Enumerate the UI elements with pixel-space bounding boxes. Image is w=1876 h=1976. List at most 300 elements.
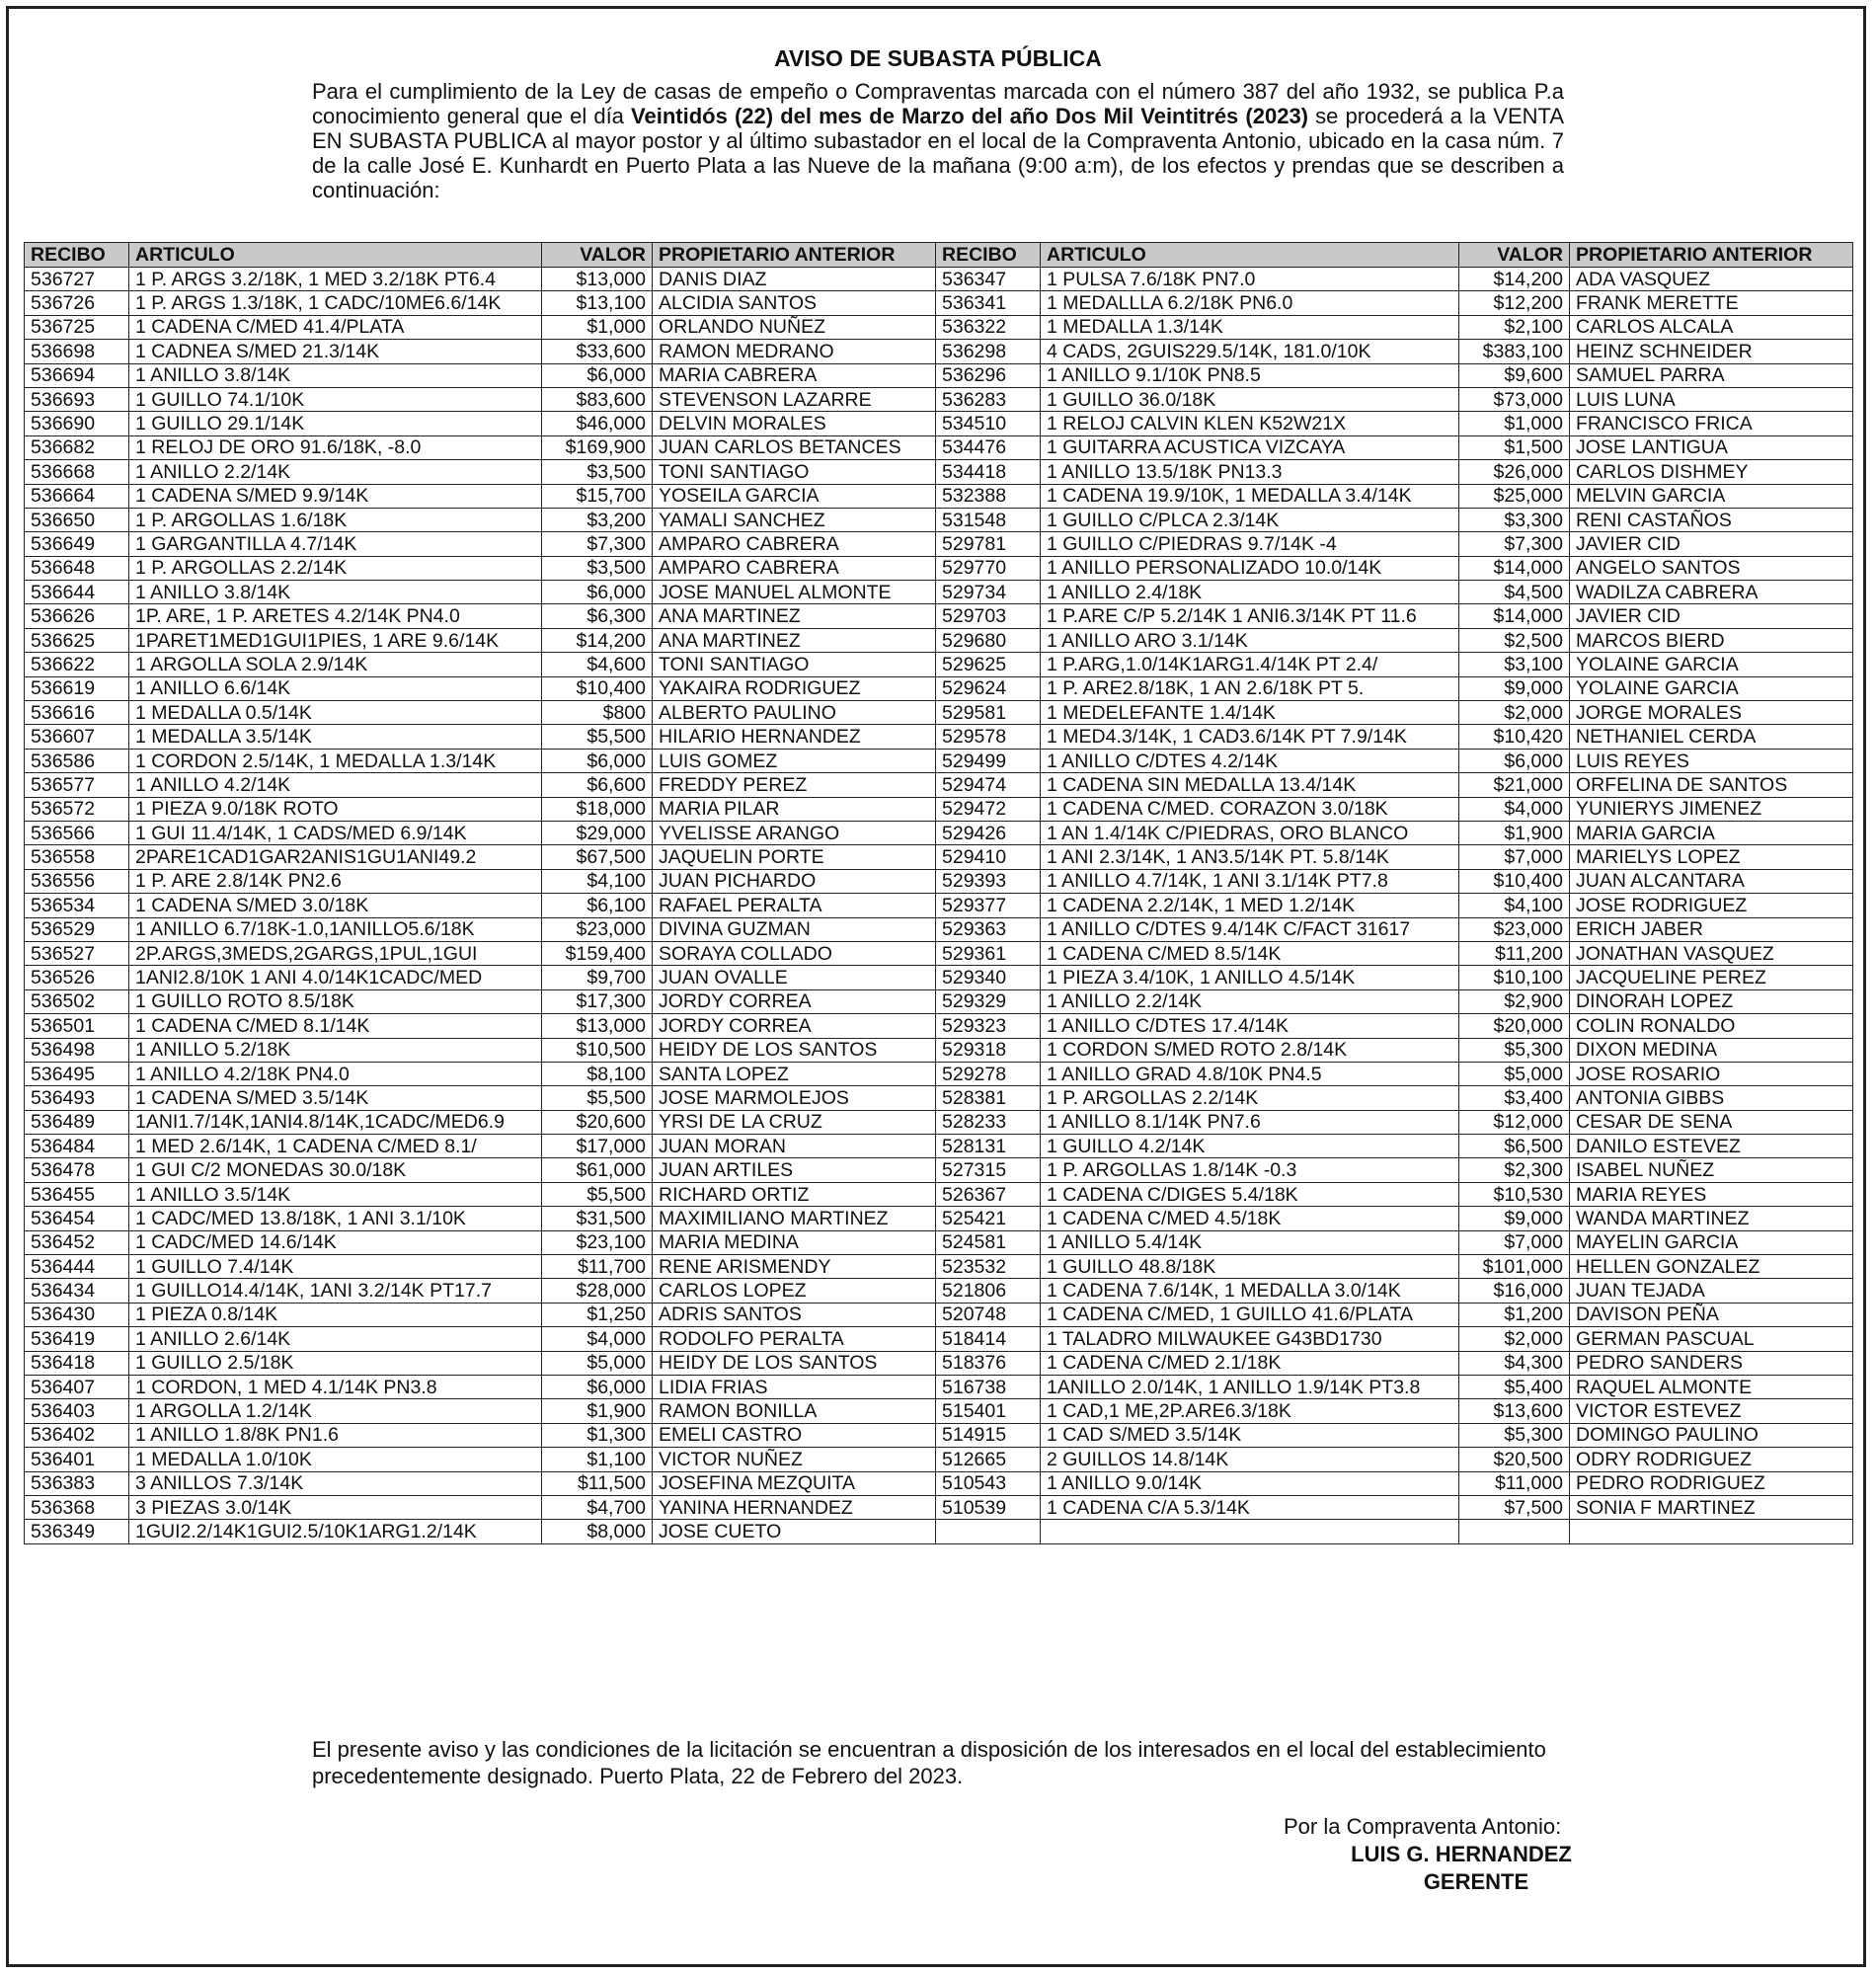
cell-articulo: 1 MED 2.6/14K, 1 CADENA C/MED 8.1/ [129,1135,542,1158]
cell-recibo-2: 536283 [936,387,1041,411]
cell-articulo: 1 ARGOLLA 1.2/14K [129,1399,542,1423]
cell-propietario-2: YOLAINE GARCIA [1570,676,1853,700]
cell-articulo: 1 MEDALLA 0.5/14K [129,701,542,725]
cell-articulo: 1 MEDALLA 3.5/14K [129,725,542,749]
cell-valor-2 [1459,1520,1570,1543]
cell-valor: $3,500 [542,460,653,484]
cell-articulo-2: 1 CADENA SIN MEDALLA 13.4/14K [1041,773,1459,797]
cell-recibo: 536493 [25,1086,129,1110]
cell-articulo-2: 1 CADENA 7.6/14K, 1 MEDALLA 3.0/14K [1041,1279,1459,1303]
cell-valor: $28,000 [542,1279,653,1303]
cell-valor-2: $10,400 [1459,869,1570,893]
cell-recibo: 536725 [25,315,129,339]
cell-recibo: 536558 [25,845,129,869]
cell-valor-2: $13,600 [1459,1399,1570,1423]
table-row [25,1375,1853,1398]
cell-recibo-2: 529323 [936,1014,1041,1038]
cell-articulo: 1 ANILLO 6.6/14K [129,676,542,700]
table-row [25,917,1853,941]
cell-recibo-2: 526367 [936,1182,1041,1206]
cell-articulo: 1 P. ARGS 1.3/18K, 1 CADC/10ME6.6/14K [129,291,542,315]
table-row [25,1495,1853,1519]
cell-propietario: JUAN OVALLE [653,966,936,989]
cell-recibo-2: 532388 [936,484,1041,508]
cell-valor: $20,600 [542,1110,653,1134]
cell-valor-2: $6,500 [1459,1135,1570,1158]
cell-articulo: 1 ANILLO 2.2/14K [129,460,542,484]
cell-recibo-2: 528131 [936,1135,1041,1158]
cell-recibo-2: 529581 [936,701,1041,725]
cell-valor-2: $2,500 [1459,628,1570,652]
col-header-articulo: ARTICULO [129,243,542,268]
cell-recibo-2: 516738 [936,1375,1041,1398]
cell-recibo: 536644 [25,581,129,604]
cell-recibo: 536690 [25,412,129,435]
cell-valor: $31,500 [542,1207,653,1230]
cell-recibo: 536444 [25,1255,129,1279]
cell-recibo-2: 529474 [936,773,1041,797]
cell-valor-2: $20,500 [1459,1448,1570,1471]
cell-recibo-2: 521806 [936,1279,1041,1303]
cell-propietario-2: DANILO ESTEVEZ [1570,1135,1853,1158]
cell-valor: $13,000 [542,268,653,291]
cell-articulo: 1 CORDON, 1 MED 4.1/14K PN3.8 [129,1375,542,1398]
cell-articulo: 1 CADNEA S/MED 21.3/14K [129,340,542,363]
cell-valor-2: $383,100 [1459,340,1570,363]
cell-valor-2: $2,300 [1459,1158,1570,1182]
table-row [25,291,1853,315]
cell-valor: $17,000 [542,1135,653,1158]
table-row [25,773,1853,797]
cell-articulo: 1 CADC/MED 14.6/14K [129,1230,542,1254]
cell-valor: $17,300 [542,989,653,1013]
cell-propietario: JAQUELIN PORTE [653,845,936,869]
cell-recibo-2: 524581 [936,1230,1041,1254]
table-row [25,966,1853,989]
cell-propietario: YVELISSE ARANGO [653,821,936,844]
cell-valor-2: $5,000 [1459,1062,1570,1085]
cell-recibo-2: 534476 [936,435,1041,459]
cell-articulo-2: 2 GUILLOS 14.8/14K [1041,1448,1459,1471]
cell-recibo-2: 529734 [936,581,1041,604]
cell-propietario: JUAN CARLOS BETANCES [653,435,936,459]
cell-valor: $8,000 [542,1520,653,1543]
cell-valor-2: $20,000 [1459,1014,1570,1038]
cell-valor-2: $2,100 [1459,315,1570,339]
cell-articulo: 1P. ARE, 1 P. ARETES 4.2/14K PN4.0 [129,604,542,628]
table-row [25,435,1853,459]
cell-propietario: YAKAIRA RODRIGUEZ [653,676,936,700]
cell-recibo-2: 525421 [936,1207,1041,1230]
cell-valor-2: $23,000 [1459,917,1570,941]
cell-valor: $11,500 [542,1471,653,1495]
cell-valor-2: $2,000 [1459,1327,1570,1351]
cell-valor: $10,500 [542,1038,653,1062]
cell-recibo-2: 536347 [936,268,1041,291]
cell-valor: $1,300 [542,1423,653,1447]
table-row [25,460,1853,484]
cell-recibo: 536682 [25,435,129,459]
table-row [25,725,1853,749]
cell-articulo: 2PARE1CAD1GAR2ANIS1GU1ANI49.2 [129,845,542,869]
table-row [25,821,1853,844]
cell-recibo: 536502 [25,989,129,1013]
cell-propietario: YAMALI SANCHEZ [653,508,936,531]
cell-valor: $7,300 [542,532,653,556]
table-row [25,653,1853,676]
cell-recibo-2: 528381 [936,1086,1041,1110]
col-header-recibo: RECIBO [25,243,129,268]
cell-valor: $11,700 [542,1255,653,1279]
cell-propietario-2: DIXON MEDINA [1570,1038,1853,1062]
cell-articulo: 1 ANILLO 6.7/18K-1.0,1ANILLO5.6/18K [129,917,542,941]
cell-recibo: 536418 [25,1351,129,1375]
cell-recibo: 536401 [25,1448,129,1471]
cell-recibo: 536566 [25,821,129,844]
cell-propietario: MAXIMILIANO MARTINEZ [653,1207,936,1230]
cell-propietario: EMELI CASTRO [653,1423,936,1447]
cell-articulo: 1 ANILLO 1.8/8K PN1.6 [129,1423,542,1447]
cell-propietario: ADRIS SANTOS [653,1303,936,1326]
cell-valor: $83,600 [542,387,653,411]
cell-valor: $6,300 [542,604,653,628]
cell-recibo: 536452 [25,1230,129,1254]
cell-propietario-2: JAVIER CID [1570,604,1853,628]
cell-recibo-2: 536322 [936,315,1041,339]
cell-propietario: ALBERTO PAULINO [653,701,936,725]
cell-propietario: YANINA HERNANDEZ [653,1495,936,1519]
cell-propietario-2: ISABEL NUÑEZ [1570,1158,1853,1182]
cell-propietario: DANIS DIAZ [653,268,936,291]
cell-valor: $1,100 [542,1448,653,1471]
cell-propietario: JOSE CUETO [653,1520,936,1543]
cell-valor: $4,600 [542,653,653,676]
cell-recibo: 536648 [25,556,129,580]
cell-propietario: HILARIO HERNANDEZ [653,725,936,749]
cell-propietario: MARIA PILAR [653,797,936,821]
cell-articulo: 1 GUILLO 29.1/14K [129,412,542,435]
cell-propietario: STEVENSON LAZARRE [653,387,936,411]
cell-articulo-2: 1 CADENA C/MED 2.1/18K [1041,1351,1459,1375]
cell-articulo: 1 ANILLO 4.2/14K [129,773,542,797]
cell-articulo-2: 1 MEDALLA 1.3/14K [1041,315,1459,339]
cell-propietario-2: WANDA MARTINEZ [1570,1207,1853,1230]
cell-articulo-2: 1 MEDALLLA 6.2/18K PN6.0 [1041,291,1459,315]
cell-articulo: 1 CADENA C/MED 41.4/PLATA [129,315,542,339]
cell-valor-2: $101,000 [1459,1255,1570,1279]
cell-articulo: 1 PIEZA 0.8/14K [129,1303,542,1326]
cell-recibo: 536616 [25,701,129,725]
cell-propietario: ANA MARTINEZ [653,604,936,628]
cell-valor: $6,000 [542,749,653,772]
cell-propietario-2: PEDRO SANDERS [1570,1351,1853,1375]
cell-articulo-2: 1 ANILLO 4.7/14K, 1 ANI 3.1/14K PT7.8 [1041,869,1459,893]
cell-recibo-2: 510543 [936,1471,1041,1495]
cell-articulo: 1 CORDON 2.5/14K, 1 MEDALLA 1.3/14K [129,749,542,772]
table-row [25,676,1853,700]
cell-propietario-2: JACQUELINE PEREZ [1570,966,1853,989]
cell-articulo: 1 GUILLO 74.1/10K [129,387,542,411]
cell-recibo: 536495 [25,1062,129,1085]
cell-valor-2: $12,200 [1459,291,1570,315]
cell-articulo-2: 1 ANILLO 9.0/14K [1041,1471,1459,1495]
cell-valor-2: $14,000 [1459,604,1570,628]
intro-date-bold: Veintidós (22) del mes de Marzo del año Dos Mil Veintitrés (2023) [631,104,1309,128]
cell-recibo: 536403 [25,1399,129,1423]
cell-propietario-2: HEINZ SCHNEIDER [1570,340,1853,363]
cell-recibo-2: 534418 [936,460,1041,484]
cell-valor: $6,000 [542,1375,653,1398]
signature-block [1284,1813,1619,1896]
cell-recibo: 536622 [25,653,129,676]
cell-articulo-2: 1 ANILLO 13.5/18K PN13.3 [1041,460,1459,484]
cell-recibo-2: 528233 [936,1110,1041,1134]
cell-valor-2: $7,000 [1459,845,1570,869]
cell-propietario-2: JOSE RODRIGUEZ [1570,894,1853,917]
cell-recibo: 536534 [25,894,129,917]
cell-valor-2: $3,300 [1459,508,1570,531]
cell-propietario-2: ANTONIA GIBBS [1570,1086,1853,1110]
table-row [25,1207,1853,1230]
cell-recibo: 536527 [25,941,129,965]
cell-articulo-2: 1 GUILLO 4.2/14K [1041,1135,1459,1158]
cell-propietario: SORAYA COLLADO [653,941,936,965]
cell-articulo: 3 PIEZAS 3.0/14K [129,1495,542,1519]
cell-propietario-2: WADILZA CABRERA [1570,581,1853,604]
cell-propietario: RAMON BONILLA [653,1399,936,1423]
cell-valor: $6,100 [542,894,653,917]
cell-recibo-2: 527315 [936,1158,1041,1182]
cell-recibo-2: 510539 [936,1495,1041,1519]
cell-valor: $13,000 [542,1014,653,1038]
cell-recibo: 536619 [25,676,129,700]
cell-valor-2: $10,100 [1459,966,1570,989]
cell-valor-2: $21,000 [1459,773,1570,797]
cell-propietario: FREDDY PEREZ [653,773,936,797]
cell-propietario-2: ODRY RODRIGUEZ [1570,1448,1853,1471]
cell-valor: $3,200 [542,508,653,531]
cell-valor-2: $10,530 [1459,1182,1570,1206]
table-row [25,1086,1853,1110]
cell-articulo-2: 1 ANILLO 5.4/14K [1041,1230,1459,1254]
cell-articulo-2: 1 P. ARGOLLAS 2.2/14K [1041,1086,1459,1110]
cell-propietario: MARIA CABRERA [653,363,936,387]
cell-articulo-2: 1 P.ARE C/P 5.2/14K 1 ANI6.3/14K PT 11.6 [1041,604,1459,628]
cell-valor: $169,900 [542,435,653,459]
table-row [25,1255,1853,1279]
cell-valor-2: $5,300 [1459,1038,1570,1062]
cell-propietario-2: MARIA GARCIA [1570,821,1853,844]
cell-valor: $4,100 [542,869,653,893]
cell-articulo-2: 1 ANILLO 2.2/14K [1041,989,1459,1013]
cell-articulo-2: 1 ANILLO C/DTES 17.4/14K [1041,1014,1459,1038]
cell-articulo: 1 P. ARGOLLAS 1.6/18K [129,508,542,531]
cell-recibo-2: 529578 [936,725,1041,749]
cell-valor-2: $2,000 [1459,701,1570,725]
cell-articulo: 1 GUILLO 2.5/18K [129,1351,542,1375]
table-row [25,532,1853,556]
cell-propietario-2: COLIN RONALDO [1570,1014,1853,1038]
cell-propietario-2: SAMUEL PARRA [1570,363,1853,387]
cell-recibo: 536572 [25,797,129,821]
cell-valor-2: $4,000 [1459,797,1570,821]
cell-valor-2: $25,000 [1459,484,1570,508]
cell-articulo-2: 1 CORDON S/MED ROTO 2.8/14K [1041,1038,1459,1062]
cell-recibo: 536402 [25,1423,129,1447]
cell-propietario-2: LUIS LUNA [1570,387,1853,411]
cell-propietario-2: MARIELYS LOPEZ [1570,845,1853,869]
col-header-propietario: PROPIETARIO ANTERIOR [653,243,936,268]
table-row [25,1351,1853,1375]
cell-valor: $6,000 [542,581,653,604]
cell-recibo: 536478 [25,1158,129,1182]
table-row [25,989,1853,1013]
cell-recibo-2: 529318 [936,1038,1041,1062]
cell-articulo-2: 1 CADENA 19.9/10K, 1 MEDALLA 3.4/14K [1041,484,1459,508]
cell-articulo: 1 P. ARE 2.8/14K PN2.6 [129,869,542,893]
cell-propietario: JOSEFINA MEZQUITA [653,1471,936,1495]
cell-valor-2: $11,000 [1459,1471,1570,1495]
notice-intro [312,79,1564,202]
cell-valor: $5,000 [542,1351,653,1375]
cell-propietario: LIDIA FRIAS [653,1375,936,1398]
cell-articulo: 1 CADENA S/MED 3.0/18K [129,894,542,917]
auction-items-table [24,242,1853,1544]
cell-recibo: 536726 [25,291,129,315]
signature-line: Por la Compraventa Antonio: [1284,1814,1562,1839]
cell-articulo-2: 1 CAD,1 ME,2P.ARE6.3/18K [1041,1399,1459,1423]
cell-recibo-2: 512665 [936,1448,1041,1471]
cell-recibo-2: 536296 [936,363,1041,387]
cell-valor: $23,100 [542,1230,653,1254]
cell-valor: $10,400 [542,676,653,700]
cell-articulo-2: 1 P. ARE2.8/18K, 1 AN 2.6/18K PT 5. [1041,676,1459,700]
cell-valor-2: $4,100 [1459,894,1570,917]
cell-valor-2: $14,200 [1459,268,1570,291]
intro-text-1: Para el cumplimiento de la Ley de casas de empeño o Compraventas marcada con el número 387 del año 1932, se publica P.a conocimiento general que el día [312,79,1564,128]
table-row [25,340,1853,363]
cell-articulo-2: 1 P.ARG,1.0/14K1ARG1.4/14K PT 2.4/ [1041,653,1459,676]
cell-propietario-2: MELVIN GARCIA [1570,484,1853,508]
table-row [25,1038,1853,1062]
cell-propietario: RAMON MEDRANO [653,340,936,363]
cell-valor: $1,900 [542,1399,653,1423]
cell-propietario: RICHARD ORTIZ [653,1182,936,1206]
cell-recibo: 536698 [25,340,129,363]
cell-valor: $4,700 [542,1495,653,1519]
cell-articulo-2: 1 CADENA C/MED 4.5/18K [1041,1207,1459,1230]
cell-propietario: LUIS GOMEZ [653,749,936,772]
cell-recibo-2: 529472 [936,797,1041,821]
cell-recibo: 536529 [25,917,129,941]
signature-name: LUIS G. HERNANDEZ [1351,1842,1572,1866]
cell-recibo: 536577 [25,773,129,797]
cell-articulo: 1 PIEZA 9.0/18K ROTO [129,797,542,821]
cell-recibo: 536526 [25,966,129,989]
cell-articulo-2: 1 PIEZA 3.4/10K, 1 ANILLO 4.5/14K [1041,966,1459,989]
table-row [25,556,1853,580]
cell-propietario: JUAN MORAN [653,1135,936,1158]
cell-articulo-2: 1 P. ARGOLLAS 1.8/14K -0.3 [1041,1158,1459,1182]
table-row [25,1158,1853,1182]
cell-propietario-2: JORGE MORALES [1570,701,1853,725]
cell-valor-2: $73,000 [1459,387,1570,411]
cell-valor-2: $3,100 [1459,653,1570,676]
cell-propietario-2: LUIS REYES [1570,749,1853,772]
cell-recibo: 536407 [25,1375,129,1398]
cell-articulo: 1 GUILLO14.4/14K, 1ANI 3.2/14K PT17.7 [129,1279,542,1303]
cell-articulo: 1 ANILLO 3.5/14K [129,1182,542,1206]
cell-recibo-2: 518414 [936,1327,1041,1351]
cell-recibo: 536430 [25,1303,129,1326]
cell-propietario-2: JUAN TEJADA [1570,1279,1853,1303]
cell-valor: $5,500 [542,725,653,749]
cell-recibo-2: 536298 [936,340,1041,363]
cell-valor: $3,500 [542,556,653,580]
cell-valor-2: $1,900 [1459,821,1570,844]
cell-articulo: 1 P. ARGOLLAS 2.2/14K [129,556,542,580]
cell-valor-2: $10,420 [1459,725,1570,749]
cell-valor-2: $3,400 [1459,1086,1570,1110]
cell-articulo: 1PARET1MED1GUI1PIES, 1 ARE 9.6/14K [129,628,542,652]
cell-valor: $6,000 [542,363,653,387]
cell-propietario: MARIA MEDINA [653,1230,936,1254]
cell-recibo-2: 536341 [936,291,1041,315]
cell-recibo-2: 529624 [936,676,1041,700]
cell-propietario: RAFAEL PERALTA [653,894,936,917]
cell-recibo: 536727 [25,268,129,291]
cell-propietario: AMPARO CABRERA [653,532,936,556]
cell-recibo-2: 529410 [936,845,1041,869]
cell-articulo-2: 1 MEDELEFANTE 1.4/14K [1041,701,1459,725]
cell-valor: $159,400 [542,941,653,965]
cell-recibo: 536368 [25,1495,129,1519]
table-row [25,412,1853,435]
cell-recibo: 536556 [25,869,129,893]
cell-valor: $61,000 [542,1158,653,1182]
cell-articulo-2: 1 GUILLO 36.0/18K [1041,387,1459,411]
cell-valor: $23,000 [542,917,653,941]
cell-articulo-2: 1ANILLO 2.0/14K, 1 ANILLO 1.9/14K PT3.8 [1041,1375,1459,1398]
cell-recibo: 536649 [25,532,129,556]
table-header-row [25,243,1853,268]
cell-articulo-2: 1 CADENA C/A 5.3/14K [1041,1495,1459,1519]
cell-recibo-2: 529361 [936,941,1041,965]
cell-articulo: 1 ANILLO 2.6/14K [129,1327,542,1351]
cell-valor: $18,000 [542,797,653,821]
table-row [25,1448,1853,1471]
table-row [25,484,1853,508]
cell-valor: $6,600 [542,773,653,797]
table-row [25,315,1853,339]
cell-articulo: 1 ANILLO 4.2/18K PN4.0 [129,1062,542,1085]
cell-recibo: 536455 [25,1182,129,1206]
cell-valor: $5,500 [542,1086,653,1110]
cell-propietario-2: DINORAH LOPEZ [1570,989,1853,1013]
cell-valor: $14,200 [542,628,653,652]
cell-valor: $800 [542,701,653,725]
cell-propietario-2: JUAN ALCANTARA [1570,869,1853,893]
table-row [25,387,1853,411]
cell-articulo: 1 RELOJ DE ORO 91.6/18K, -8.0 [129,435,542,459]
cell-recibo-2: 529703 [936,604,1041,628]
cell-valor-2: $1,200 [1459,1303,1570,1326]
cell-recibo-2: 529625 [936,653,1041,676]
cell-propietario: JOSE MANUEL ALMONTE [653,581,936,604]
cell-propietario: JUAN ARTILES [653,1158,936,1182]
cell-articulo: 1 ARGOLLA SOLA 2.9/14K [129,653,542,676]
cell-articulo: 1 GUILLO ROTO 8.5/18K [129,989,542,1013]
